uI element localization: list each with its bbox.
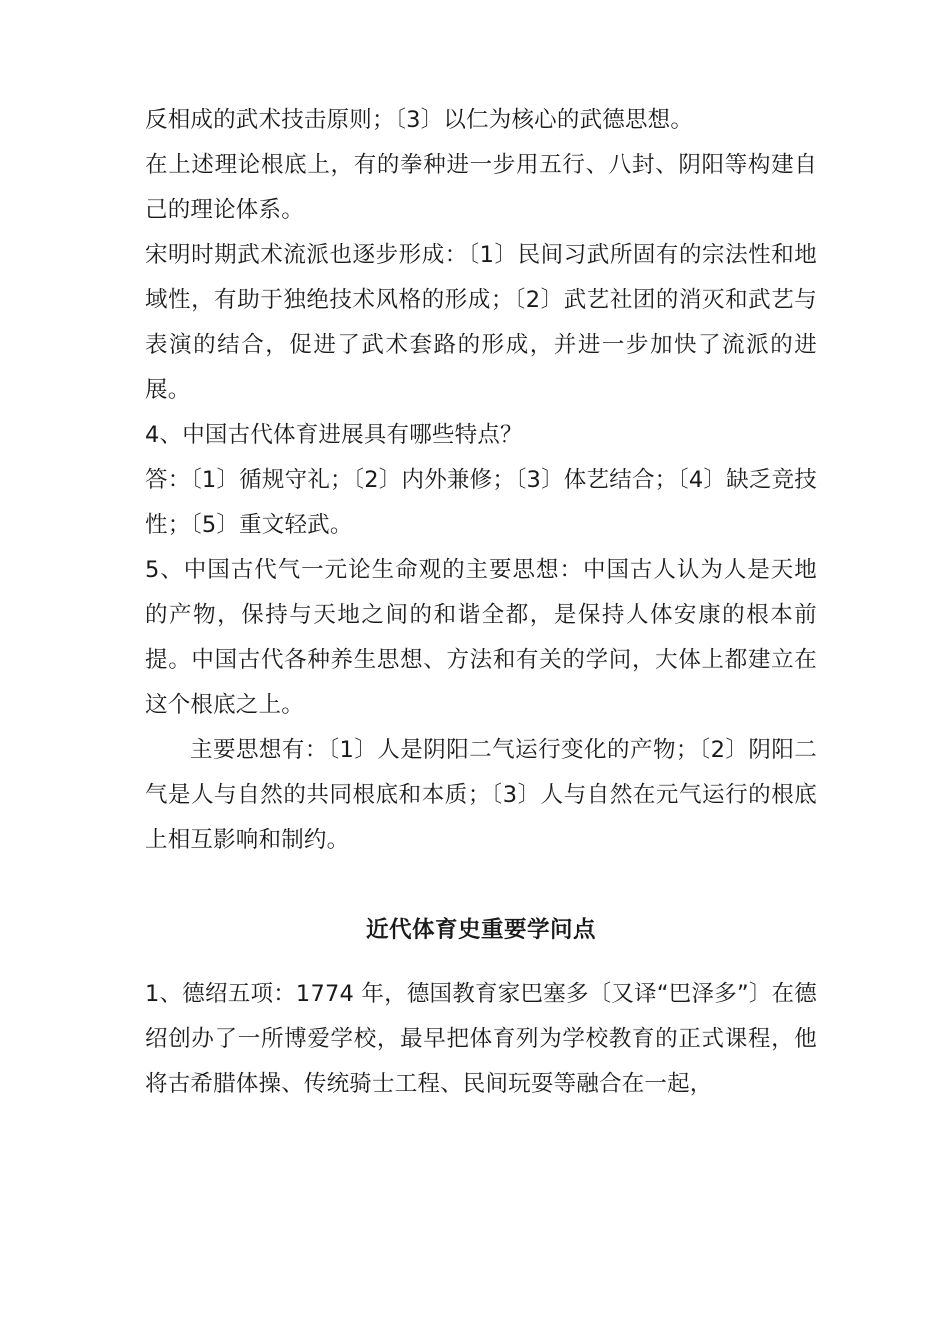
answer-4: 答：〔1〕循规守礼；〔2〕内外兼修；〔3〕体艺结合；〔4〕缺乏竞技性；〔5〕重文轻武。 (145, 467, 817, 538)
paragraph-dessau-pentathlon: 1、德绍五项：1774 年，德国教育家巴塞多〔又译“巴泽多”〕在德绍创办了一所博爱学校，最早把体育列为学校教育的正式课程，他将古希腊体操、传统骑士工程、民间玩耍等融合在一起， (145, 980, 817, 1097)
paragraph-theory-system: 在上述理论根底上，有的拳种进一步用五行、八封、阴阳等构建自己的理论体系。 (145, 152, 817, 223)
question-5: 5、中国古代气一元论生命观的主要思想：中国古人认为人是天地的产物，保持与天地之间的和谐全都，是保持人体安康的根本前提。中国古代各种养生思想、方法和有关的学问，大体上都建立在这个根底之上。 (145, 557, 817, 718)
paragraph-song-ming-schools: 宋明时期武术流派也逐步形成：〔1〕民间习武所固有的宗法性和地域性，有助于独绝技术风格的形成；〔2〕武艺社团的消灭和武艺与表演的结合，促进了武术套路的形成，并进一步加快了流派的进展。 (145, 242, 817, 403)
paragraph-wushu-principles: 反相成的武术技击原则；〔3〕以仁为核心的武德思想。 (145, 107, 694, 133)
page-content (145, 98, 817, 1107)
section-heading: 近代体育史重要学问点 (365, 917, 596, 943)
question-4: 4、中国古代体育进展具有哪些特点？ (145, 422, 523, 448)
main-ideas-paragraph: 主要思想有：〔1〕人是阴阳二气运行变化的产物；〔2〕阴阳二气是人与自然的共同根底和本质；〔3〕人与自然在元气运行的根底上相互影响和制约。 (145, 737, 817, 853)
